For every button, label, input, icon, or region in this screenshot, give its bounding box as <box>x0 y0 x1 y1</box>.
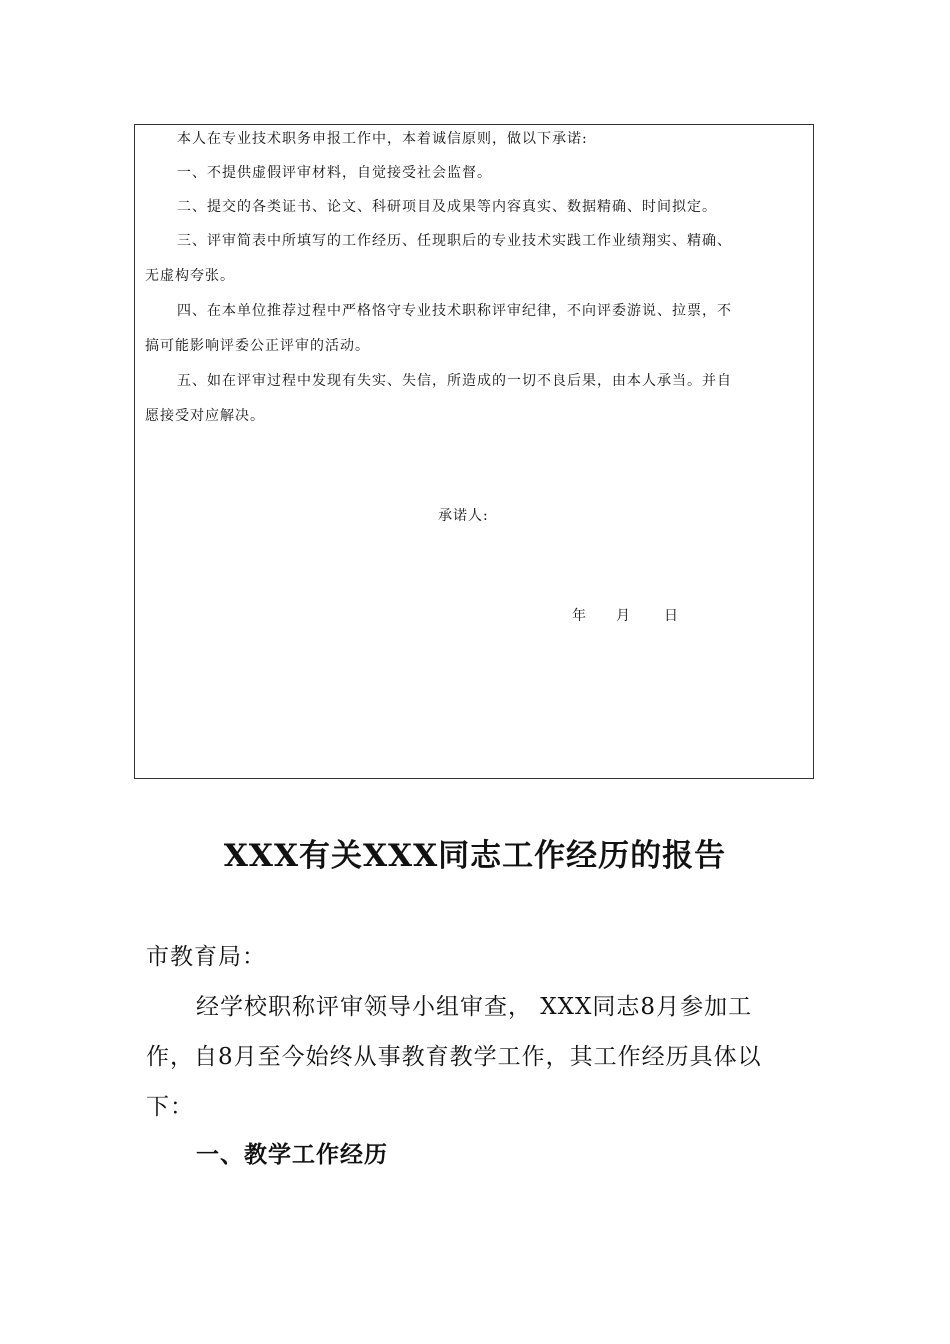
pledge-item-5-line-2: 愿接受对应解决。 <box>145 408 265 424</box>
recipient-line: 市教育局： <box>146 944 266 970</box>
signer-label: 承诺人: <box>438 508 489 524</box>
report-title: XXX有关XXX同志工作经历的报告 <box>223 838 727 874</box>
date-month-label: 月 <box>616 608 631 624</box>
pledge-item-5-line-1: 五、如在评审过程中发现有失实、失信，所造成的一切不良后果，由本人承当。并自 <box>177 373 732 389</box>
section-heading-teaching: 一、教学工作经历 <box>196 1141 388 1168</box>
date-year-label: 年 <box>572 608 587 624</box>
pledge-intro: 本人在专业技术职务申报工作中，本着诚信原则，做以下承诺: <box>177 131 588 147</box>
pledge-item-2: 二、提交的各类证书、论文、科研项目及成果等内容真实、数据精确、时间拟定。 <box>177 199 717 215</box>
pledge-box <box>134 124 814 779</box>
paragraph-1-line-1: 经学校职称评审领导小组审查， XXX同志8月参加工 <box>196 994 753 1020</box>
pledge-item-3-line-2: 无虚构夸张。 <box>145 268 235 284</box>
pledge-item-4-line-2: 搞可能影响评委公正评审的活动。 <box>145 338 370 354</box>
paragraph-1-line-2: 作，自8月至今始终从事教育教学工作，其工作经历具体以 <box>146 1044 762 1070</box>
paragraph-1-line-3: 下： <box>146 1094 194 1120</box>
pledge-item-1: 一、不提供虚假评审材料，自觉接受社会监督。 <box>177 165 492 181</box>
date-day-label: 日 <box>664 608 679 624</box>
pledge-item-4-line-1: 四、在本单位推荐过程中严格恪守专业技术职称评审纪律，不向评委游说、拉票，不 <box>177 303 732 319</box>
pledge-item-3-line-1: 三、评审简表中所填写的工作经历、任现职后的专业技术实践工作业绩翔实、精确、 <box>177 233 732 249</box>
